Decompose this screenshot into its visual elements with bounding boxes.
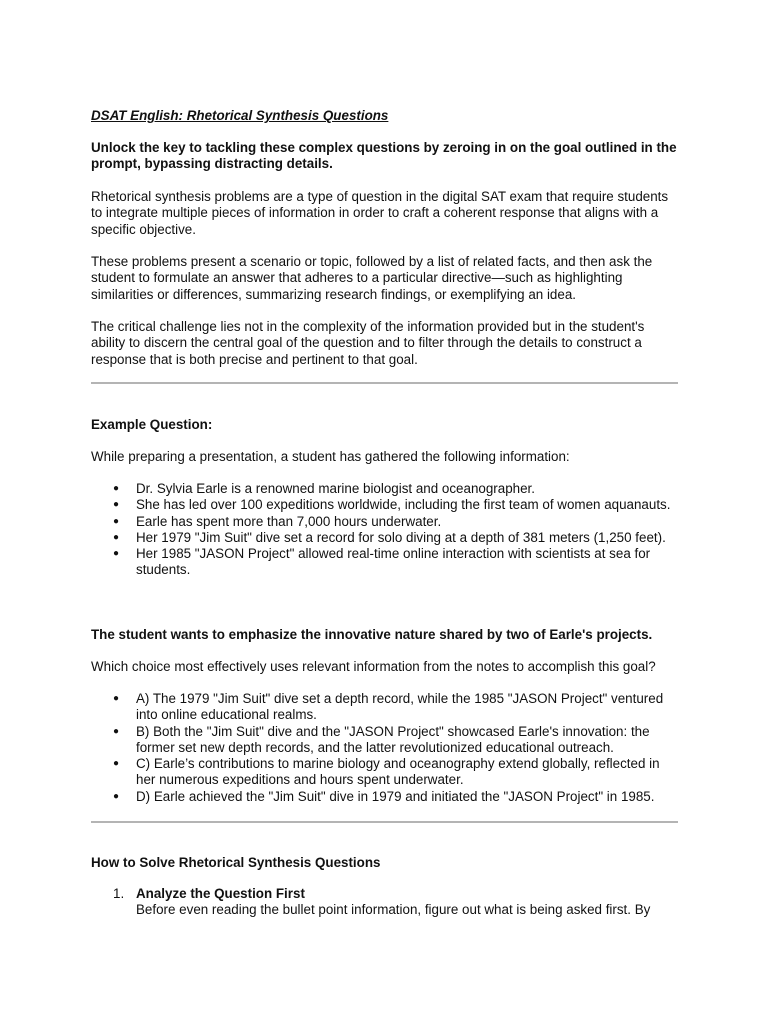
step-text: Before even reading the bullet point information, figure out what is being asked first. By: [136, 902, 651, 918]
intro-paragraph: Rhetorical synthesis problems are a type of question in the digital SAT exam that require students to integrate multiple pieces of information in order to craft a coherent response that aligns with a specific objective.: [91, 189, 669, 237]
answer-choice: ● B) Both the "Jim Suit" dive and the "JASON Project" showcased Earle's innovation: the former set new depth records, and the latter revolutionized educational outreach.: [91, 724, 681, 757]
notes-list: [91, 481, 681, 579]
step-body: [136, 886, 681, 919]
example-setup: While preparing a presentation, a student has gathered the following information:: [91, 449, 570, 464]
answer-choice: ● C) Earle’s contributions to marine biology and oceanography extend globally, reflected in her numerous expeditions and hours spent underwater.: [91, 756, 681, 789]
section-divider: [91, 382, 678, 384]
example-goal: The student wants to emphasize the innovative nature shared by two of Earle's projects.: [91, 627, 653, 642]
document-title: DSAT English: Rhetorical Synthesis Questions: [91, 108, 389, 123]
answer-choice: ● A) The 1979 "Jim Suit" dive set a depth record, while the 1985 "JASON Project" ventured into online educational realms.: [91, 691, 681, 724]
list-item: ● Earle has spent more than 7,000 hours underwater.: [91, 514, 681, 530]
intro-paragraph: The critical challenge lies not in the complexity of the information provided but in the student's ability to discern the central goal of the question and to filter through the details to construct a response that is both precise and pertinent to that goal.: [91, 319, 645, 367]
choices-list: [91, 691, 681, 805]
list-item: ● Her 1979 "Jim Suit" dive set a record for solo diving at a depth of 381 meters (1,250 feet).: [91, 530, 681, 546]
step-title: Analyze the Question First: [136, 886, 305, 901]
list-item: ● Dr. Sylvia Earle is a renowned marine biologist and oceanographer.: [91, 481, 681, 497]
list-item: ● She has led over 100 expeditions worldwide, including the first team of women aquanauts.: [91, 497, 681, 513]
section-divider: [91, 821, 678, 823]
intro-paragraph: These problems present a scenario or topic, followed by a list of related facts, and then ask the student to formulate an answer that adheres to a particular directive—such as highlighting similarities or differences, summarizing research findings, or exemplifying an idea.: [91, 254, 653, 302]
howto-heading: How to Solve Rhetorical Synthesis Questions: [91, 855, 381, 870]
lead-paragraph: Unlock the key to tackling these complex questions by zeroing in on the goal outlined in the prompt, bypassing distracting details.: [91, 140, 677, 172]
answer-choice: ● D) Earle achieved the "Jim Suit" dive in 1979 and initiated the "JASON Project" in 1985.: [91, 789, 681, 805]
step-number: 1.: [113, 886, 125, 901]
example-heading: Example Question:: [91, 417, 213, 432]
example-prompt: Which choice most effectively uses relevant information from the notes to accomplish this goal?: [91, 659, 656, 674]
list-item: ● Her 1985 "JASON Project" allowed real-time online interaction with scientists at sea for students.: [91, 546, 681, 579]
